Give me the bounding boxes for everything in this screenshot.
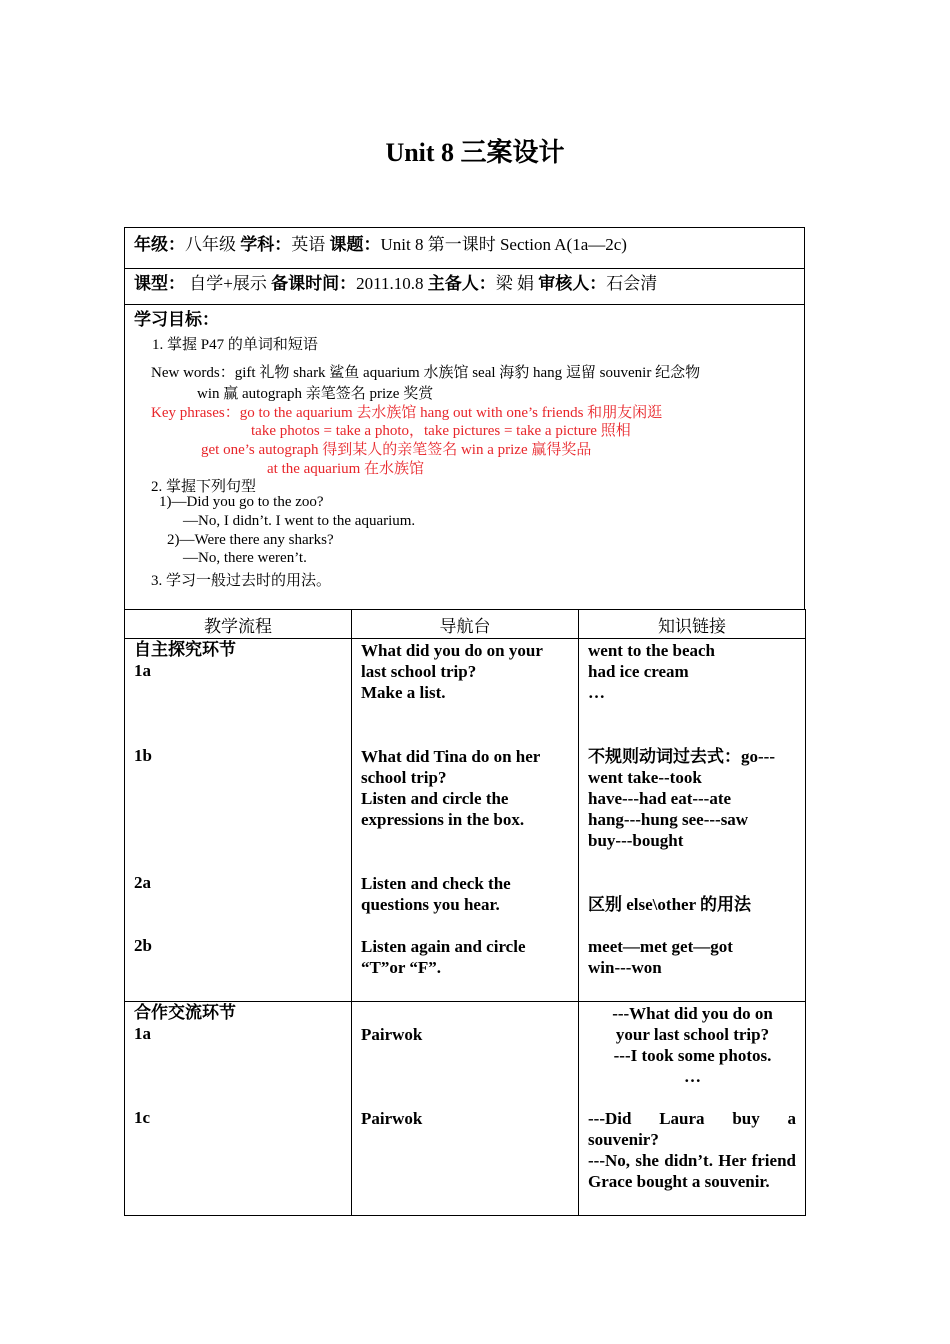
type-value: 自学+展示 <box>189 274 267 293</box>
author-label: 主备人： <box>427 274 496 293</box>
step2-1c: 1c <box>134 1108 151 1127</box>
reviewer-value: 石会清 <box>606 274 658 293</box>
grade-line <box>134 230 627 255</box>
section1-title: 自主探究环节 <box>134 640 236 659</box>
table-row-section1 <box>125 639 806 1002</box>
table-header-row <box>125 610 806 639</box>
nav-2b: Listen again and circle “T”or “F”. <box>361 937 526 977</box>
sentence-1: 1)—Did you go to the zoo? <box>159 494 324 510</box>
header-flow: 教学流程 <box>125 610 352 639</box>
date-value: 2011.10.8 <box>356 274 424 293</box>
objective-1: 1. 掌握 P47 的单词和短语 <box>152 337 318 353</box>
nav2-1a: Pairwok <box>361 1025 423 1044</box>
key-phrases-line-2: take photos = take a photo，take pictures = take a picture 照相 <box>251 423 631 439</box>
nav-1a: What did you do on your last school trip? Make a list. <box>361 641 543 702</box>
step-2a: 2a <box>134 873 151 892</box>
knowledge2-1c: ---Did Laura buy a souvenir? ---No, she didn’t. Her friend Grace bought a souvenir. <box>588 1109 796 1191</box>
key-phrases-line-1: Key phrases：go to the aquarium 去水族馆 hang out with one’s friends 和朋友闲逛 <box>151 405 663 421</box>
type-line <box>134 269 657 294</box>
nav-2a: Listen and check the questions you hear. <box>361 874 511 914</box>
info-row-grade <box>124 227 805 269</box>
author-value: 梁 娟 <box>495 274 534 293</box>
info-row-type <box>124 268 805 305</box>
nav-1b: What did Tina do on her school trip? Listen and circle the expressions in the box. <box>361 747 541 829</box>
topic-label: 课题： <box>329 235 381 254</box>
step-2b: 2b <box>134 936 152 955</box>
knowledge-2a: 区别 else\other 的用法 <box>588 895 752 914</box>
section2-title: 合作交流环节 <box>134 1003 236 1022</box>
step-1a: 1a <box>134 661 151 680</box>
grade-label: 年级： <box>134 235 185 254</box>
knowledge-2b: meet—met get—got win---won <box>588 937 733 977</box>
new-words-line-2: win 赢 autograph 亲笔签名 prize 奖赏 <box>197 386 434 402</box>
new-words-line-1: New words：gift 礼物 shark 鲨鱼 aquarium 水族馆 seal 海豹 hang 逗留 souvenir 纪念物 <box>151 365 701 381</box>
objective-3: 3. 学习一般过去时的用法。 <box>151 573 332 589</box>
subject-value: 英语 <box>291 235 326 254</box>
subject-label: 学科： <box>240 235 292 254</box>
nav2-1c: Pairwok <box>361 1109 423 1128</box>
sentence-2-answer: —No, there weren’t. <box>183 550 307 566</box>
knowledge-1b: 不规则动词过去式：go---went take--took have---had eat---ate hang---hung see---saw buy---bought <box>588 747 775 850</box>
table-row-section2 <box>125 1002 806 1216</box>
grade-value: 八年级 <box>185 235 236 254</box>
objectives-box <box>124 304 805 610</box>
topic-value: Unit 8 第一课时 Section A(1a—2c) <box>380 235 627 254</box>
objective-2: 2. 掌握下列句型 <box>151 479 257 495</box>
teaching-flow-table <box>124 609 806 1216</box>
knowledge-1a: went to the beach had ice cream … <box>588 641 716 702</box>
objectives-heading: 学习目标： <box>134 310 219 329</box>
sentence-1-answer: —No, I didn’t. I went to the aquarium. <box>183 513 416 529</box>
key-phrases-line-3: get one’s autograph 得到某人的亲笔签名 win a prize 赢得奖品 <box>201 442 592 458</box>
knowledge2-1a: ---What did you do on your last school trip? ---I took some photos. … <box>612 1004 773 1086</box>
header-knowledge: 知识链接 <box>579 610 806 639</box>
type-label: 课型： <box>134 274 185 293</box>
sentence-2: 2)—Were there any sharks? <box>167 532 334 548</box>
step-1b: 1b <box>134 746 152 765</box>
header-nav: 导航台 <box>352 610 579 639</box>
date-label: 备课时间： <box>271 274 357 293</box>
reviewer-label: 审核人： <box>538 274 607 293</box>
key-phrases-line-4: at the aquarium 在水族馆 <box>267 461 425 477</box>
step2-1a: 1a <box>134 1024 151 1043</box>
page-title: Unit 8 三案设计 <box>385 138 565 167</box>
